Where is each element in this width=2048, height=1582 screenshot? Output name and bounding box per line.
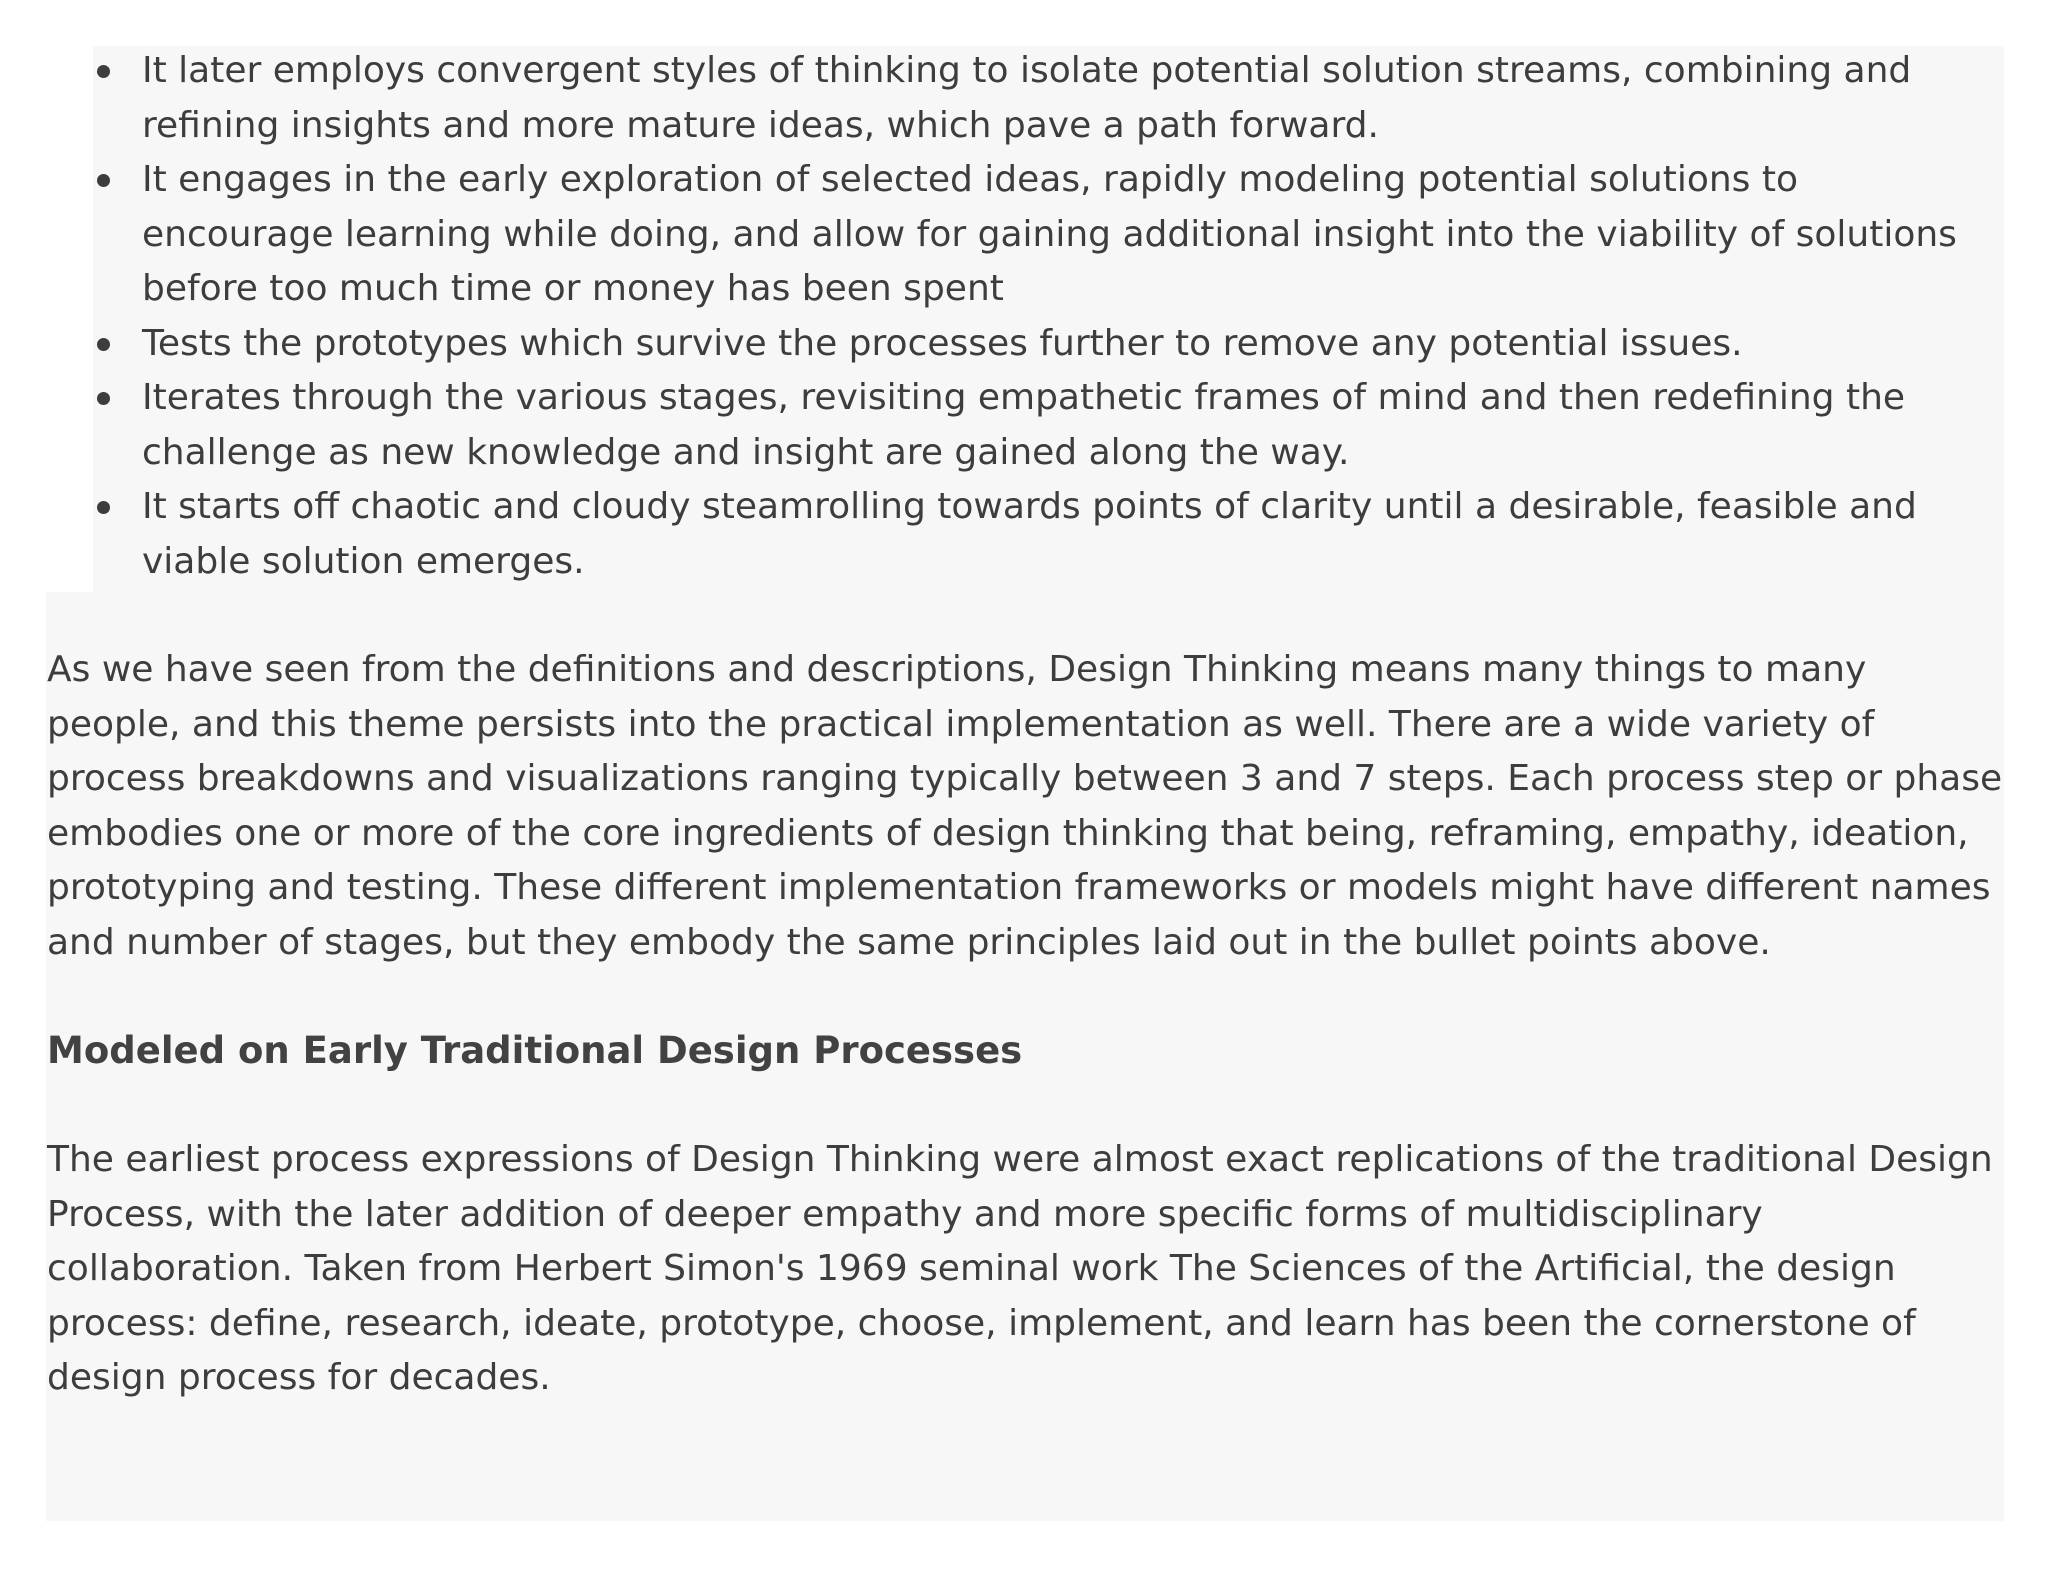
list-item-text: Tests the prototypes which survive the processes further to remove any potential issues. (142, 322, 1743, 364)
list-item-text: Iterates through the various stages, revisiting empathetic frames of mind and then redefining the challenge as new knowledge and insight are gained along the way. (142, 377, 1906, 473)
bullet-icon (97, 501, 110, 514)
list-item-text: It starts off chaotic and cloudy steamrolling towards points of clarity until a desirable, feasible and viable solution emerges. (142, 486, 1917, 582)
list-item (94, 44, 1994, 153)
list-item (94, 480, 1994, 589)
bullet-icon (97, 65, 110, 78)
bullet-icon (97, 338, 110, 351)
list-item-text: It engages in the early exploration of selected ideas, rapidly modeling potential solutions to encourage learning while doing, and allow for gaining additional insight into the viability of solutions before too much time or money has been spent (142, 159, 1957, 309)
list-item (94, 371, 1994, 480)
list-item (94, 317, 1994, 372)
bullet-list (94, 44, 1994, 589)
bullet-icon (97, 392, 110, 405)
list-item (94, 153, 1994, 317)
section-heading: Modeled on Early Traditional Design Processes (47, 1029, 1023, 1072)
bullet-icon (97, 174, 110, 187)
body-paragraph: The earliest process expressions of Design Thinking were almost exact replications of the traditional Design Process, with the later addition of deeper empathy and more specific forms of multidisciplinary collaboration. Taken from Herbert Simon's 1969 seminal work The Sciences of the Artificial, the design process: define, research, ideate, prototype, choose, implement, and learn has been the cornerstone of design process for decades. (47, 1139, 1993, 1398)
intro-paragraph: As we have seen from the definitions and descriptions, Design Thinking means many things to many people, and this theme persists into the practical implementation as well. There are a wide variety of process breakdowns and visualizations ranging typically between 3 and 7 steps. Each process step or phase embodies one or more of the core ingredients of design thinking that being, reframing, empathy, ideation, prototyping and testing. These different implementation frameworks or models might have different names and number of stages, but they embody the same principles laid out in the bullet points above. (47, 649, 2003, 963)
list-item-text: It later employs convergent styles of thinking to isolate potential solution streams, combining and refining insights and more mature ideas, which pave a path forward. (142, 50, 1912, 146)
